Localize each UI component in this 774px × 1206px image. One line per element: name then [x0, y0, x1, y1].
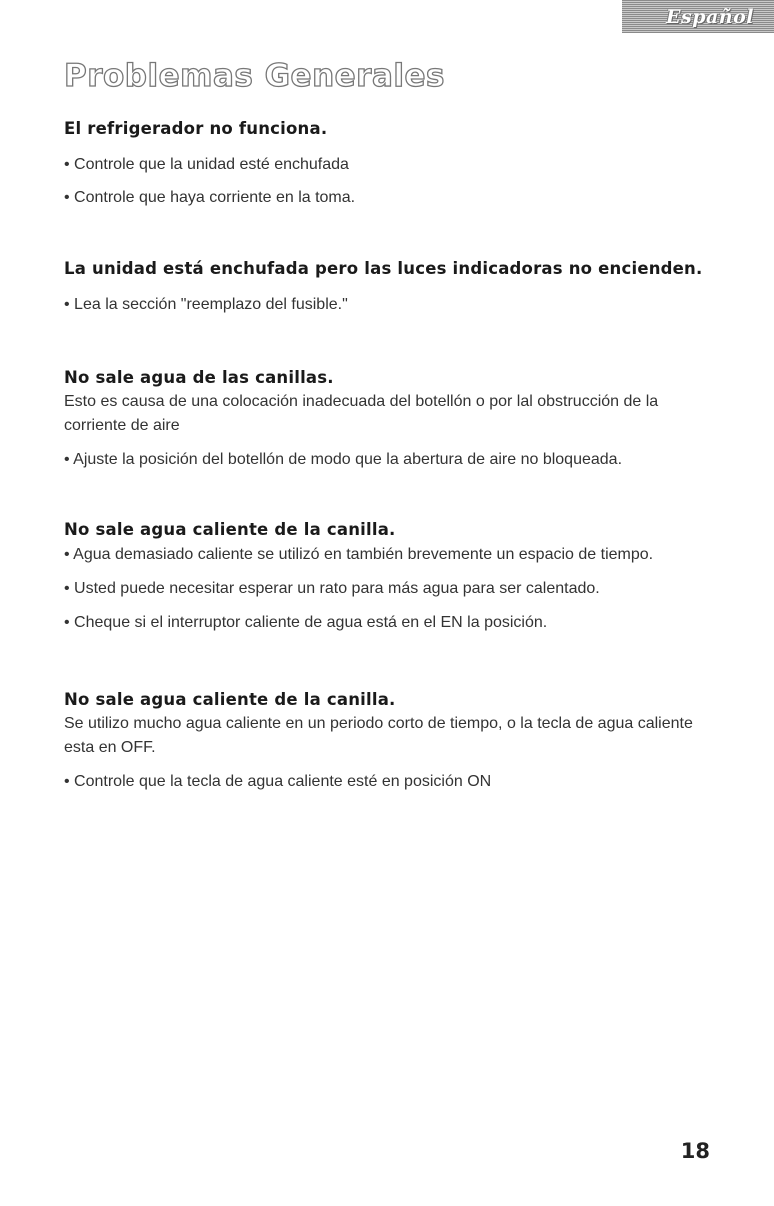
bullet-item: • Lea la sección "reemplazo del fusible." [64, 293, 724, 317]
section-heading: No sale agua de las canillas. [64, 368, 334, 387]
section-no-hot-water-1 [64, 520, 724, 635]
section-refrigerator-not-working [64, 119, 724, 210]
page-number: 18 [680, 1139, 710, 1163]
section-heading: La unidad está enchufada pero las luces indicadoras no encienden. [64, 259, 703, 278]
section-heading: No sale agua caliente de la canilla. [64, 690, 396, 709]
section-intro: Esto es causa de una colocación inadecuada del botellón o por lal obstrucción de la corriente de aire [64, 393, 659, 434]
page-title: Problemas Generales [64, 58, 445, 94]
bullet-item: • Usted puede necesitar esperar un rato para más agua para ser calentado. [64, 577, 724, 601]
section-no-water-from-taps [64, 368, 724, 472]
section-no-hot-water-2 [64, 690, 724, 794]
bullet-item: • Agua demasiado caliente se utilizó en también brevemente un espacio de tiempo. [64, 543, 724, 567]
section-heading: El refrigerador no funciona. [64, 119, 328, 138]
bullet-item: • Controle que la tecla de agua caliente esté en posición ON [64, 770, 724, 794]
bullet-item: • Cheque si el interruptor caliente de agua está en el EN la posición. [64, 611, 724, 635]
section-intro: Se utilizo mucho agua caliente en un periodo corto de tiempo, o la tecla de agua caliente esta en OFF. [64, 715, 693, 756]
language-tab [622, 0, 774, 33]
language-tab-label: Español [666, 5, 754, 28]
bullet-item: • Controle que haya corriente en la toma. [64, 186, 724, 210]
section-heading: No sale agua caliente de la canilla. [64, 520, 396, 539]
bullet-item: • Controle que la unidad esté enchufada [64, 153, 724, 177]
section-indicator-lights-off [64, 259, 724, 317]
bullet-item: • Ajuste la posición del botellón de modo que la abertura de aire no bloqueada. [64, 448, 724, 472]
